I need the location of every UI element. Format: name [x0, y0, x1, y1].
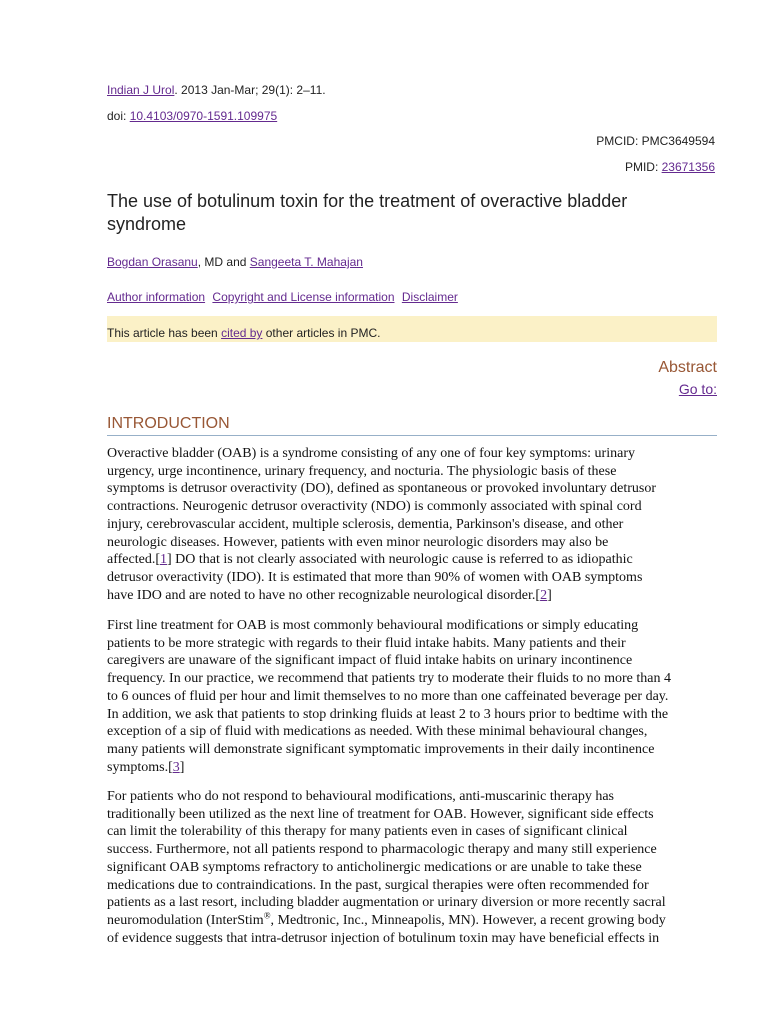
title-line: syndrome: [107, 214, 187, 234]
text-line: many patients will demonstrate significant symptomatic improvements in their daily incontinence: [107, 741, 655, 757]
paragraph: [107, 788, 717, 947]
pmid-label: PMID:: [624, 160, 662, 174]
text-line: success. Furthermore, not all patients respond to pharmacologic therapy and many still experience: [107, 842, 657, 858]
text-line: of evidence suggests that intra-detrusor injection of botulinum toxin may have beneficial effects in: [107, 930, 660, 946]
cited-by-prefix: This article has been: [107, 326, 222, 340]
title-line: The use of botulinum toxin for the treatment of overactive bladder: [107, 191, 628, 211]
text-line: neurologic diseases. However, patients with even minor neurologic disorders may also be: [107, 534, 609, 550]
author-list: [107, 255, 363, 270]
doi-label: doi:: [107, 109, 130, 123]
cited-by-link[interactable]: cited by: [221, 326, 263, 340]
text-fragment: affected.[: [107, 552, 160, 568]
citation-details: . 2013 Jan-Mar; 29(1): 2–11.: [174, 83, 326, 97]
text-line: medications due to contraindications. In the past, surgical therapies were often recommended for: [107, 877, 649, 893]
text-fragment: ]: [179, 759, 185, 775]
reference-link[interactable]: 2: [540, 587, 548, 603]
text-line: injury, cerebrovascular accident, multiple sclerosis, dementia, Parkinson's disease, and other: [107, 516, 624, 532]
doi-line: [107, 109, 277, 124]
text-line: to 6 ounces of fluid per hour and limit themselves to no more than one caffeinated beverage per day.: [107, 688, 669, 704]
author-link[interactable]: Bogdan Orasanu: [107, 255, 198, 269]
text-fragment: symptoms.[: [107, 759, 173, 775]
copyright-license-link[interactable]: Copyright and License information: [212, 290, 395, 304]
author-link[interactable]: Sangeeta T. Mahajan: [249, 255, 363, 269]
text-line: Overactive bladder (OAB) is a syndrome consisting of any one of four key symptoms: urinary: [107, 446, 635, 461]
abstract-heading[interactable]: Abstract: [658, 359, 717, 376]
text-line: For patients who do not respond to behavioural modifications, anti-muscarinic therapy has: [107, 789, 614, 804]
paragraph: [107, 617, 717, 776]
text-line: symptoms is detrusor overactivity (DO), defined as spontaneous or provoked involuntary detrusor: [107, 481, 657, 497]
text-line: exception of a sip of fluid with medications as needed. With these minimal behavioural changes,: [107, 724, 648, 740]
reference-link[interactable]: 1: [159, 552, 167, 568]
text-line: First line treatment for OAB is most commonly behavioural modifications or simply educating: [107, 618, 639, 633]
author-separator: , MD and: [197, 255, 250, 269]
section-heading-introduction: INTRODUCTION: [107, 414, 717, 436]
text-line: [107, 912, 717, 930]
text-line: can limit the tolerability of this therapy for many patients even in cases of significant clinical: [107, 824, 628, 840]
text-fragment: ]: [547, 587, 552, 603]
cited-by-suffix: other articles in PMC.: [262, 326, 381, 340]
text-fragment: have IDO and are noted to have no other recognizable neurological disorder.[: [107, 587, 541, 603]
doi-link[interactable]: 10.4103/0970-1591.109975: [129, 109, 278, 123]
goto-link[interactable]: Go to:: [678, 381, 717, 397]
text-line: [107, 759, 717, 777]
text-line: significant OAB symptoms refractory to anticholinergic medications or are unable to take these: [107, 859, 642, 875]
paragraph: [107, 445, 717, 604]
registered-mark: ®: [263, 910, 271, 921]
text-line: [107, 587, 717, 605]
text-line: urgency, urge incontinence, urinary frequency, and nocturia. The physiologic basis of these: [107, 463, 617, 479]
text-line: detrusor overactivity (IDO). It is estimated that more than 90% of women with OAB symptoms: [107, 569, 643, 585]
text-line: [107, 551, 717, 569]
article-title: [107, 190, 707, 236]
cited-by-banner: [107, 316, 717, 342]
pmid-link[interactable]: 23671356: [661, 160, 715, 174]
pmid-line: [625, 160, 715, 175]
text-line: contractions. Neurogenic detrusor overactivity (NDO) is commonly associated with spinal cord: [107, 499, 642, 515]
text-line: In addition, we ask that patients to stop drinking fluids at least 2 to 3 hours prior to bedtime with the: [107, 706, 669, 722]
reference-link[interactable]: 3: [172, 759, 180, 775]
text-fragment: neuromodulation (InterStim: [107, 912, 264, 928]
pmcid: PMCID: PMC3649594: [596, 134, 715, 148]
goto-link-wrapper: [679, 380, 717, 398]
article-info-links: [107, 290, 462, 305]
author-information-link[interactable]: Author information: [107, 290, 206, 304]
text-line: caregivers are unaware of the significant impact of fluid intake habits on urinary incontinence: [107, 653, 633, 669]
citation-line: [107, 83, 326, 98]
disclaimer-link[interactable]: Disclaimer: [401, 290, 458, 304]
text-line: patients as a last resort, including bladder augmentation or urinary diversion or more recently sacral: [107, 895, 666, 911]
text-line: patients to be more strategic with regards to their fluid intake habits. Many patients and their: [107, 635, 626, 651]
text-fragment: ] DO that is not clearly associated with neurologic cause is referred to as idiopathic: [166, 552, 633, 568]
text-fragment: , Medtronic, Inc., Minneapolis, MN). However, a recent growing body: [270, 912, 666, 928]
journal-link[interactable]: Indian J Urol: [107, 83, 175, 97]
text-line: frequency. In our practice, we recommend that patients try to moderate their fluids to no more than 4: [107, 671, 671, 687]
text-line: traditionally been utilized as the next line of treatment for OAB. However, significant side effects: [107, 806, 654, 822]
